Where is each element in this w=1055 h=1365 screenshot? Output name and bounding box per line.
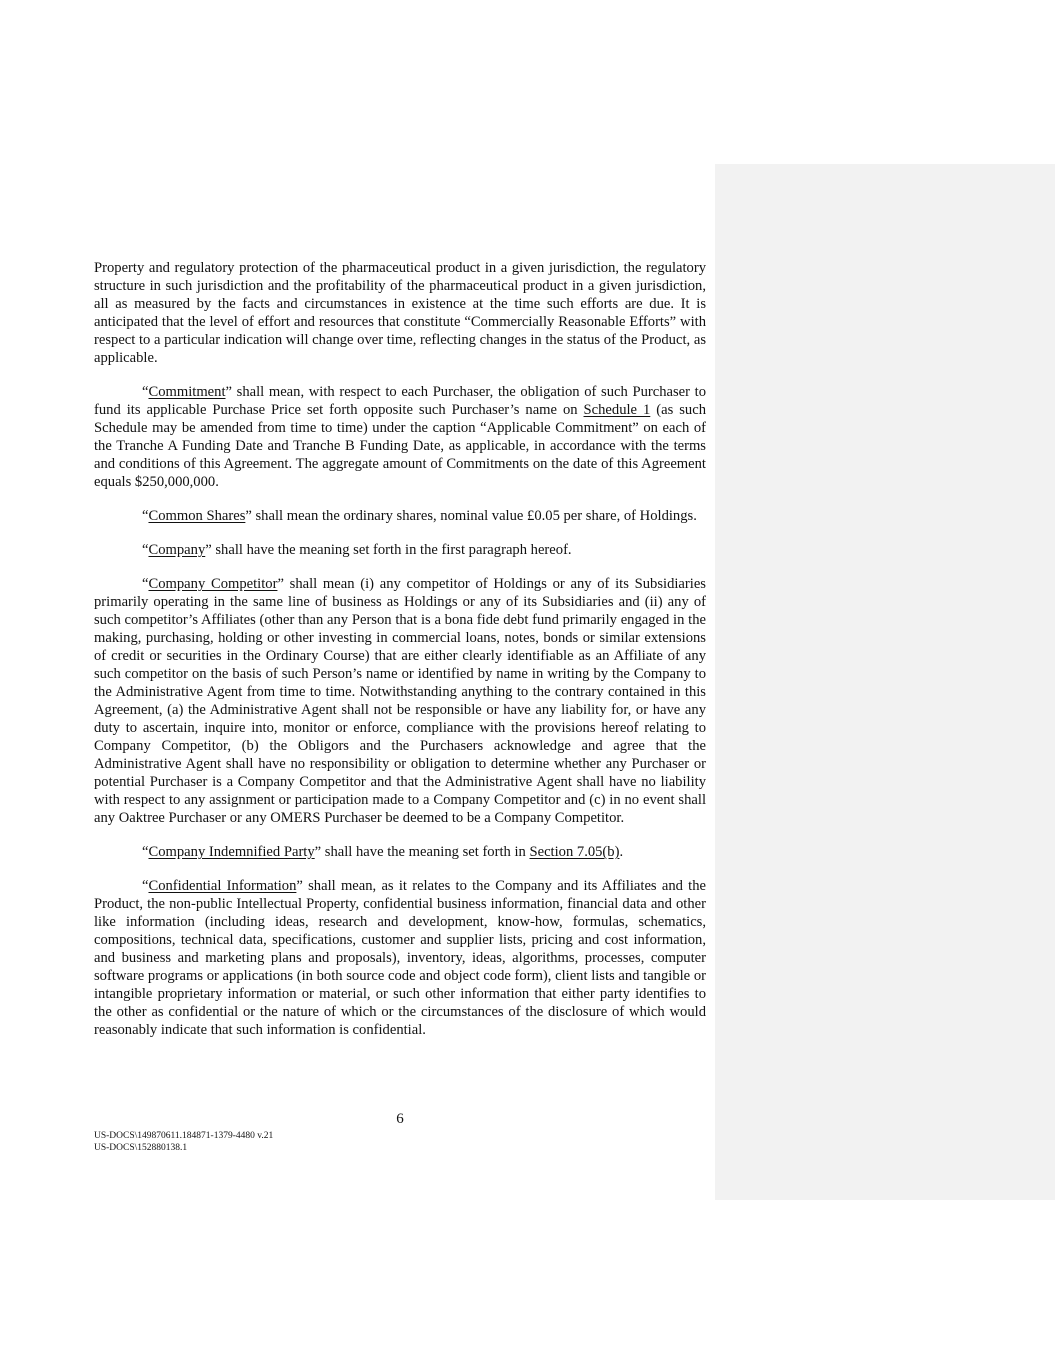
defined-term-company-competitor: Company Competitor [148, 576, 278, 592]
defined-term-common-shares: Common Shares [148, 508, 246, 524]
paragraph-commercially-reasonable-efforts-continued: Property and regulatory protection of the pharmaceutical product in a given jurisdiction, the regulatory structure in such jurisdiction and the profitability of the pharmaceutical product in a given jurisdiction, all as measured by the facts and circumstances in existence at the time such efforts are due. It is anticipated that the level of effort and resources that constitute “Commercially Reasonable Efforts” with respect to a particular indication will change over time, reflecting changes in the status of the Product, as applicable. [94, 260, 706, 366]
definition-company [94, 541, 706, 559]
doc-ref-line: US-DOCS\149870611.184871-1379-4480 v.21 [94, 1131, 274, 1141]
open-quote: “ [142, 576, 149, 592]
definition-company-competitor [94, 575, 706, 827]
defined-term-confidential-information: Confidential Information [148, 878, 297, 894]
close-period: . [619, 844, 624, 860]
document-references [94, 1130, 273, 1154]
definition-text: ” shall have the meaning set forth in the first paragraph hereof. [205, 542, 572, 558]
doc-ref-line: US-DOCS\152880138.1 [94, 1143, 188, 1153]
schedule-reference: Schedule 1 [583, 402, 651, 418]
definition-text: ” shall have the meaning set forth in [314, 844, 530, 860]
open-quote: “ [142, 542, 149, 558]
comment-pane [715, 164, 1055, 1200]
definition-text: ” shall mean the ordinary shares, nominal value £0.05 per share, of Holdings. [245, 508, 697, 524]
open-quote: “ [142, 878, 149, 894]
page-number: 6 [396, 1111, 404, 1127]
section-reference: Section 7.05(b) [529, 844, 620, 860]
defined-term-commitment: Commitment [148, 384, 226, 400]
definition-commitment [94, 383, 706, 491]
open-quote: “ [142, 384, 149, 400]
defined-term-company-indemnified-party: Company Indemnified Party [148, 844, 315, 860]
definition-confidential-information [94, 877, 706, 1039]
definition-company-indemnified-party [94, 843, 706, 861]
definition-common-shares [94, 507, 706, 525]
definition-text: ” shall mean, as it relates to the Company and its Affiliates and the Product, the non-public Intellectual Property, confidential business information, financial data and other like information (including ideas, research and development, know-how, formulas, schematics, compositions, technical data, specifications, customer and supplier lists, pricing and cost information, and business and marketing plans and proposals), inventory, ideas, algorithms, processes, computer software programs or applications (in both source code and object code form), client lists and tangible or intangible proprietary information or material, or such other information that either party identifies to the other as confidential or the nature of which or the circumstances of the disclosure of which would reasonably indicate that such information is confidential. [94, 878, 706, 1038]
definition-text: (as such Schedule may be amended from time to time) under the caption “Applicable Commitment” on each of the Tranche A Funding Date and Tranche B Funding Date, as applicable, in accordance with the terms and conditions of this Agreement. The aggregate amount of Commitments on the date of this Agreement equals $250,000,000. [94, 402, 706, 490]
page-body [94, 259, 706, 1055]
open-quote: “ [142, 844, 149, 860]
defined-term-company: Company [148, 542, 206, 558]
definition-text: ” shall mean, with respect to each Purchaser, the obligation of such Purchaser to fund its applicable Purchase Price set forth opposite such Purchaser’s name on [94, 384, 706, 418]
definition-text: ” shall mean (i) any competitor of Holdings or any of its Subsidiaries primarily operating in the same line of business as Holdings or any of its Subsidiaries and (ii) any of such competitor’s Affiliates (other than any Person that is a bona fide debt fund primarily engaged in the making, purchasing, holding or other investing in commercial loans, notes, bonds or similar extensions of credit or securities in the Ordinary Course) that are either clearly identifiable as an Affiliate of any such competitor on the basis of such Person’s name or identified by name in writing by the Company to the Administrative Agent from time to time. Notwithstanding anything to the contrary contained in this Agreement, (a) the Administrative Agent shall not be responsible or have any liability for, or have any duty to ascertain, inquire into, monitor or enforce, compliance with the provisions hereof relating to Company Competitor, (b) the Obligors and the Purchasers acknowledge and agree that the Administrative Agent shall have no responsibility or obligation to determine whether any Purchaser or potential Purchaser is a Company Competitor and that the Administrative Agent shall have no liability with respect to any assignment or participation made to a Company Competitor and (c) in no event shall any Oaktree Purchaser or any OMERS Purchaser be deemed to be a Company Competitor. [94, 576, 706, 826]
open-quote: “ [142, 508, 149, 524]
